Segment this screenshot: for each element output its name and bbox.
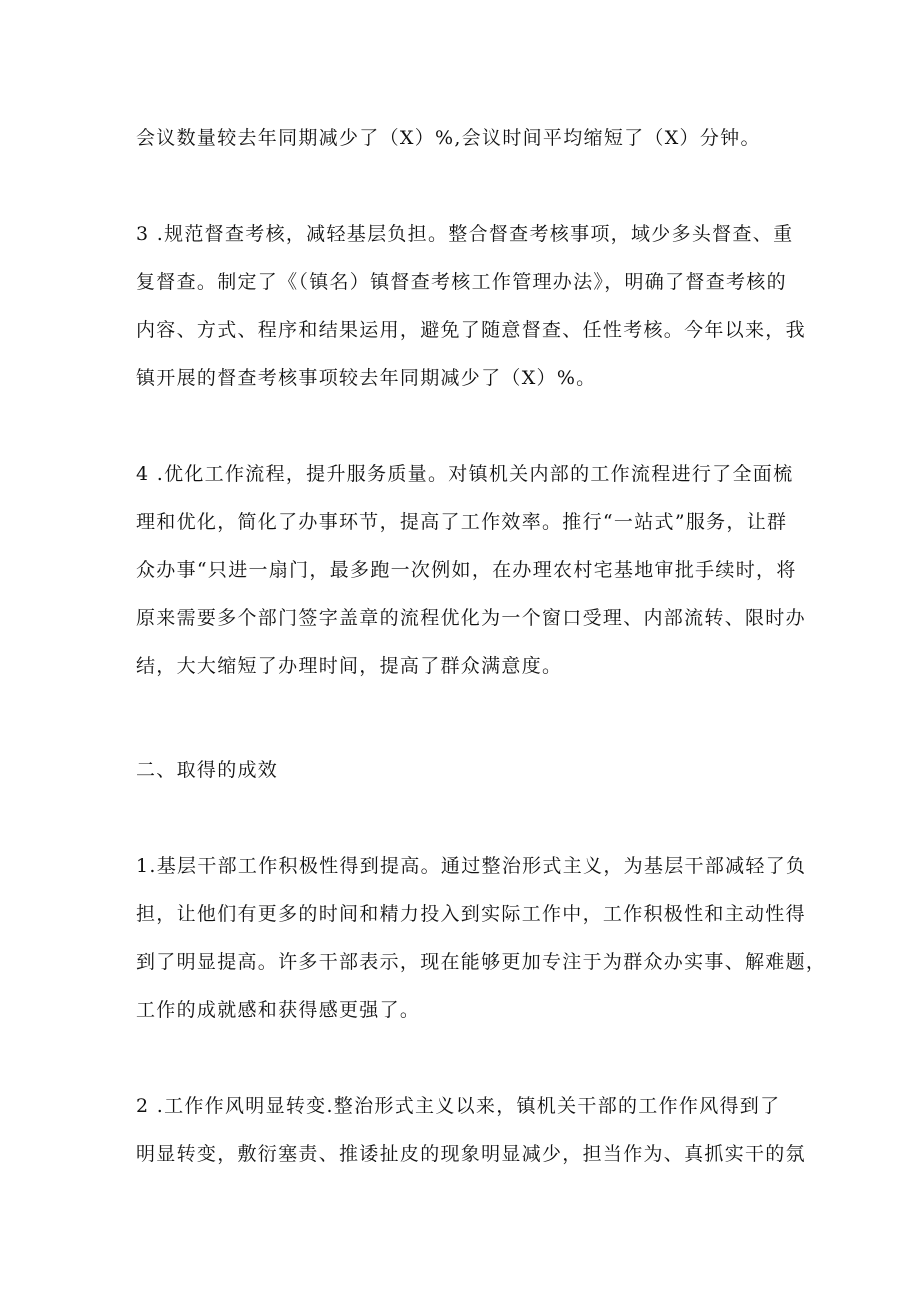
paragraph-line: 1.基层干部工作积极性得到提高。通过整治形式主义，为基层干部减轻了负: [136, 855, 807, 877]
paragraph-line: 2 .工作作风明显转变.整治形式主义以来，镇机关干部的工作作风得到了: [136, 1095, 781, 1117]
paragraph-line: 众办事“只进一扇门，最多跑一次例如，在办理农村宅基地审批手续时，将: [136, 559, 797, 581]
paragraph-line: 结，大大缩短了办理时间，提高了群众满意度。: [136, 655, 563, 677]
paragraph-line: 到了明显提高。许多干部表示，现在能够更加专注于为群众办实事、解难题，: [136, 951, 827, 973]
section-heading: 二、取得的成效: [136, 759, 279, 781]
paragraph-line: 4 .优化工作流程，提升服务质量。对镇机关内部的工作流程进行了全面梳: [136, 463, 794, 485]
paragraph-line: 原来需要多个部门签字盖章的流程优化为一个窗口受理、内部流转、限时办: [136, 607, 806, 629]
paragraph-line: 镇开展的督查考核事项较去年同期减少了（X）%。: [136, 367, 597, 389]
paragraph-line: 工作的成就感和获得感更强了。: [136, 999, 421, 1021]
paragraph-line: 担，让他们有更多的时间和精力投入到实际工作中，工作积极性和主动性得: [136, 903, 806, 925]
paragraph-line: 理和优化，简化了办事环节，提高了工作效率。推行“一站式”服务，让群: [136, 511, 788, 533]
paragraph-line: 复督查。制定了《（镇名）镇督查考核工作管理办法》，明确了督查考核的: [136, 271, 787, 293]
paragraph-line: 明显转变，敷衍塞责、推诿扯皮的现象明显减少，担当作为、真抓实干的氛: [136, 1143, 806, 1165]
paragraph-line: 会议数量较去年同期减少了（X）%,会议时间平均缩短了（X）分钟。: [136, 127, 761, 149]
paragraph-line: 内容、方式、程序和结果运用，避免了随意督查、任性考核。今年以来，我: [136, 319, 806, 341]
paragraph-line: 3 .规范督查考核，减轻基层负担。整合督查考核事项，域少多头督查、重: [136, 223, 794, 245]
